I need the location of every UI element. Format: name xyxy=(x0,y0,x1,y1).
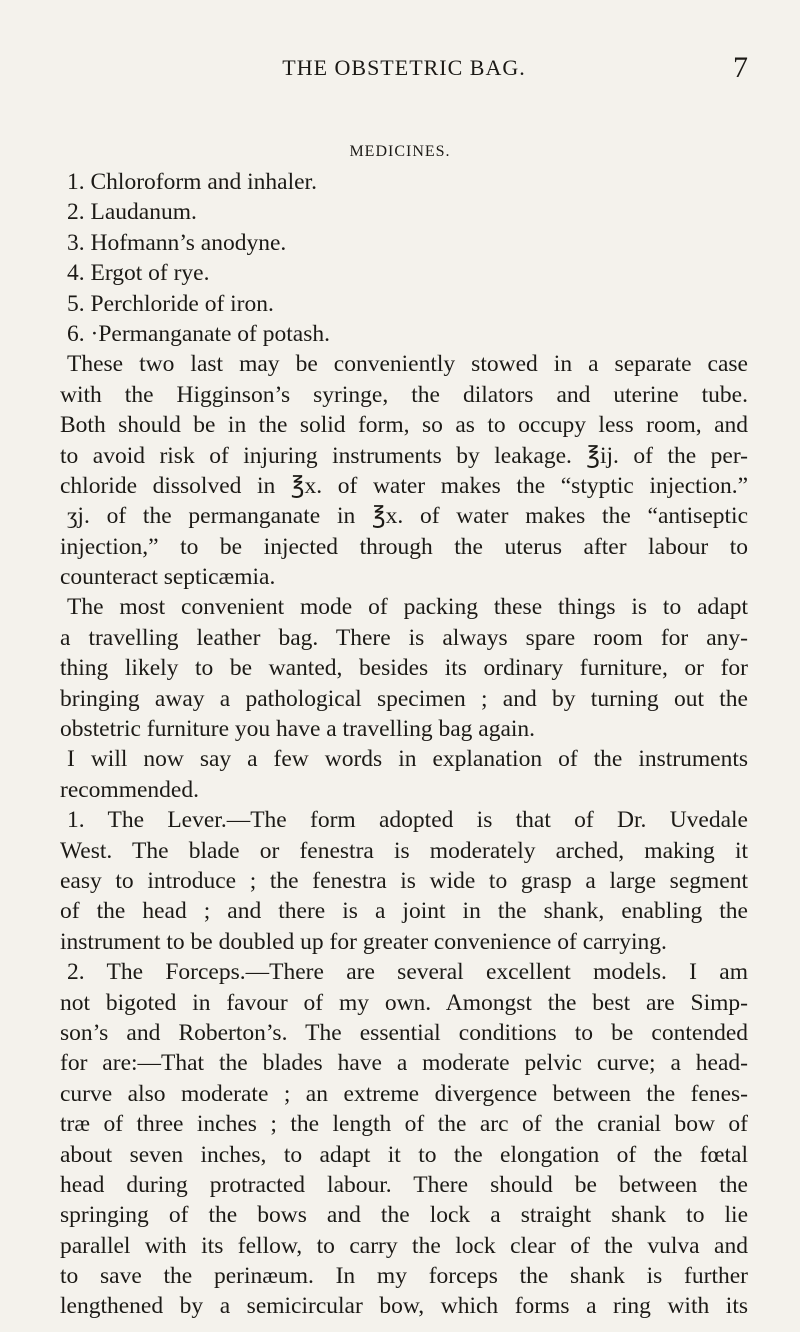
paragraph-line: 2. The Forceps.—There are several excellent models. I am xyxy=(67,959,748,986)
paragraph-line: thing likely to be wanted, besides its ordinary furniture, or for xyxy=(60,655,748,682)
page-header xyxy=(60,48,748,88)
paragraph-line: These two last may be conveniently stowed in a separate case xyxy=(67,351,748,378)
paragraph-line: springing of the bows and the lock a straight shank to lie xyxy=(60,1202,748,1229)
paragraph-line: I will now say a few words in explanation of the instruments xyxy=(67,746,748,773)
paragraph-line: to avoid risk of injuring instruments by leakage. ℥ij. of the per- xyxy=(60,442,748,469)
paragraph-line: of the head ; and there is a joint in the shank, enabling the xyxy=(60,898,748,925)
section-heading: MEDICINES. xyxy=(349,143,451,160)
paragraph-line: a travelling leather bag. There is always spare room for any- xyxy=(60,624,748,651)
paragraph-line: obstetric furniture you have a travelling bag again. xyxy=(60,716,536,743)
list-item: 4. Ergot of rye. xyxy=(67,260,210,287)
paragraph-line: injection,” to be injected through the uterus after labour to xyxy=(60,533,748,560)
paragraph-line: counteract septicæmia. xyxy=(60,564,276,591)
paragraph-line: træ of three inches ; the length of the arc of the cranial bow of xyxy=(60,1111,748,1138)
paragraph-line: The most convenient mode of packing these things is to adapt xyxy=(67,594,748,621)
paragraph-line: for are:—That the blades have a moderate pelvic curve; a head- xyxy=(60,1050,748,1077)
paragraph-line: lengthened by a semicircular bow, which forms a ring with its xyxy=(60,1293,748,1320)
paragraph-line: easy to introduce ; the fenestra is wide to grasp a large segment xyxy=(60,867,748,894)
list-item: 3. Hofmann’s anodyne. xyxy=(67,229,287,256)
running-head: THE OBSTETRIC BAG. xyxy=(282,55,526,80)
paragraph-line: curve also moderate ; an extreme divergence between the fenes- xyxy=(60,1080,748,1107)
list-item: 5. Perchloride of iron. xyxy=(67,290,274,317)
paragraph-line: ʒj. of the permanganate in ℥x. of water makes the “antiseptic xyxy=(67,503,748,530)
paragraph-line: son’s and Roberton’s. The essential conditions to be contended xyxy=(60,1019,748,1046)
body-text xyxy=(60,167,748,1322)
page-number: 7 xyxy=(733,51,748,84)
paragraph-line: with the Higginson’s syringe, the dilators and uterine tube. xyxy=(60,381,748,408)
list-item: 6. ·Permanganate of potash. xyxy=(67,320,330,347)
paragraph-line: recommended. xyxy=(60,776,199,803)
paragraph-line: West. The blade or fenestra is moderately arched, making it xyxy=(60,837,748,864)
paragraph-line: parallel with its fellow, to carry the lock clear of the vulva and xyxy=(60,1232,748,1259)
paragraph-line: not bigoted in favour of my own. Amongst the best are Simp- xyxy=(60,989,748,1016)
paragraph-line: to save the perinæum. In my forceps the shank is further xyxy=(60,1263,748,1290)
paragraph-line: Both should be in the solid form, so as to occupy less room, and xyxy=(60,412,748,439)
paragraph-line: about seven inches, to adapt it to the elongation of the fœtal xyxy=(60,1141,748,1168)
list-item: 1. Chloroform and inhaler. xyxy=(67,169,317,195)
paragraph-line: 1. The Lever.—The form adopted is that of Dr. Uvedale xyxy=(67,807,748,834)
paragraph-line: bringing away a pathological specimen ; and by turning out the xyxy=(60,685,748,712)
paragraph-line: instrument to be doubled up for greater convenience of carrying. xyxy=(60,928,667,955)
paragraph-line: head during protracted labour. There should be between the xyxy=(60,1171,748,1198)
list-item: 2. Laudanum. xyxy=(67,199,197,226)
paragraph-line: chloride dissolved in ℥x. of water makes the “styptic injection.” xyxy=(60,472,748,499)
